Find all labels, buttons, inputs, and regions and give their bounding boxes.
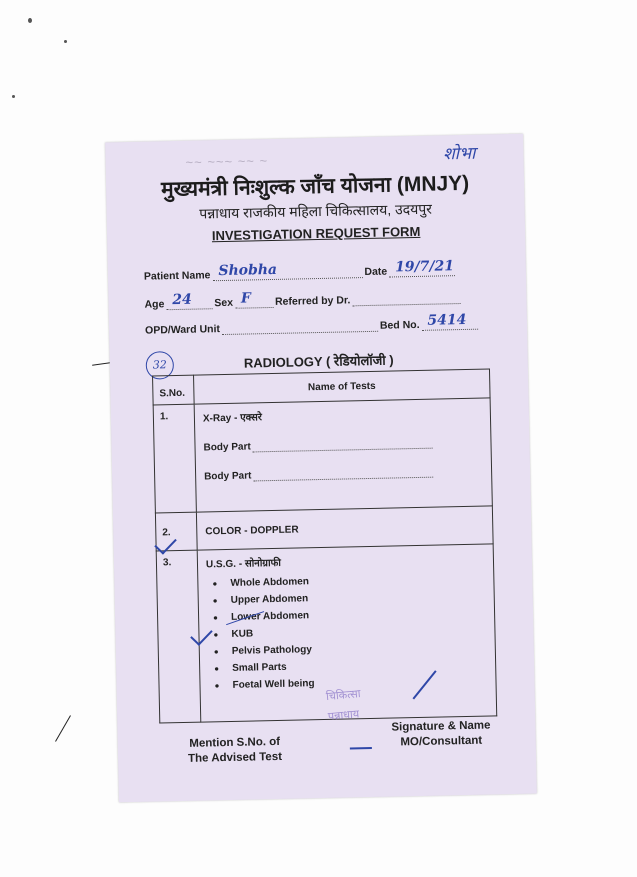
mention-line: The Advised Test [187,750,283,765]
opd-bed-row [144,311,480,337]
xray-label: X-Ray - एक्सरे [202,412,263,425]
bed-value: 5414 [427,311,467,329]
xray-sno: 1. [153,404,196,513]
hospital-name: पन्नाधाय राजकीय महिला चिकित्सालय, उदयपुर [199,200,433,222]
handwritten-initials: शोभा [442,143,476,165]
age-label: Age [144,298,165,311]
pen-stroke [350,747,372,749]
investigation-form-sheet [105,134,537,803]
usg-item[interactable]: ● Small Parts [222,658,487,675]
mention-line: Mention S.No. of [189,735,281,750]
usg-item[interactable]: ● Foetal Well being [222,675,487,692]
section-title: RADIOLOGY ( रेडियोलॉजी ) [243,352,394,371]
body-part-line [203,435,482,454]
age-value: 24 [172,291,192,309]
usg-item[interactable]: ● KUB [221,624,486,641]
body-part-label: Body Part [204,470,252,483]
body-part-line [204,464,483,483]
patient-name-row [143,258,458,283]
patient-name-field[interactable] [212,261,362,281]
opd-label: OPD/Ward Unit [144,323,221,337]
usg-item[interactable]: ● Upper Abdomen [221,590,486,607]
doppler-label[interactable]: COLOR - DOPPLER [196,506,493,550]
bed-field[interactable] [421,311,477,331]
sex-field[interactable] [235,290,273,309]
age-field[interactable] [166,291,212,310]
usg-item[interactable]: ● Lower Abdomen [221,607,486,624]
usg-sno: 3. [156,550,201,723]
body-part-field[interactable] [253,436,433,453]
bed-label: Bed No. [379,318,420,332]
date-label: Date [364,265,388,279]
sex-label: Sex [214,296,234,310]
faded-scribble: ~~ ~~~ ~~ ~ [185,153,269,170]
doppler-sno: 2. [155,512,197,551]
opd-field[interactable] [222,319,378,335]
body-part-label: Body Part [203,441,251,454]
age-sex-row [144,291,462,311]
mention-text [188,735,283,767]
sex-value: F [240,290,252,307]
stamp [325,684,363,727]
usg-label: U.S.G. - सोनोग्राफी [205,557,282,571]
body-part-field[interactable] [253,465,433,482]
signature-line: MO/Consultant [400,734,483,749]
date-field[interactable] [389,258,455,277]
scan-speck [64,40,67,43]
form-title: INVESTIGATION REQUEST FORM [211,223,421,244]
xray-cell[interactable] [194,398,492,512]
referred-field[interactable] [352,291,460,306]
stamp-line: चिकित्सा [325,688,362,704]
pen-stroke [55,715,71,741]
scheme-title: मुख्यमंत्री निःशुल्क जाँच योजना (MNJY) [160,171,470,202]
signature-line: Signature & Name [391,719,491,734]
scan-speck [12,95,15,98]
usg-item[interactable]: ● Pelvis Pathology [222,641,487,658]
scan-speck [28,18,32,23]
usg-item[interactable]: ● Whole Abdomen [220,573,485,590]
tests-table [152,368,497,723]
referred-label: Referred by Dr. [274,294,351,308]
patient-name-label: Patient Name [143,269,211,283]
col-tests-header: Name of Tests [194,369,491,404]
col-sno-header: S.No. [153,375,195,405]
date-value: 19/7/21 [394,258,455,276]
patient-name-value: Shobha [218,261,278,280]
signature-text [391,719,491,751]
stamp-line: पन्नाधाय [327,708,360,724]
circled-number: 32 [146,351,175,380]
usg-list [206,573,487,692]
table-row [153,398,492,513]
